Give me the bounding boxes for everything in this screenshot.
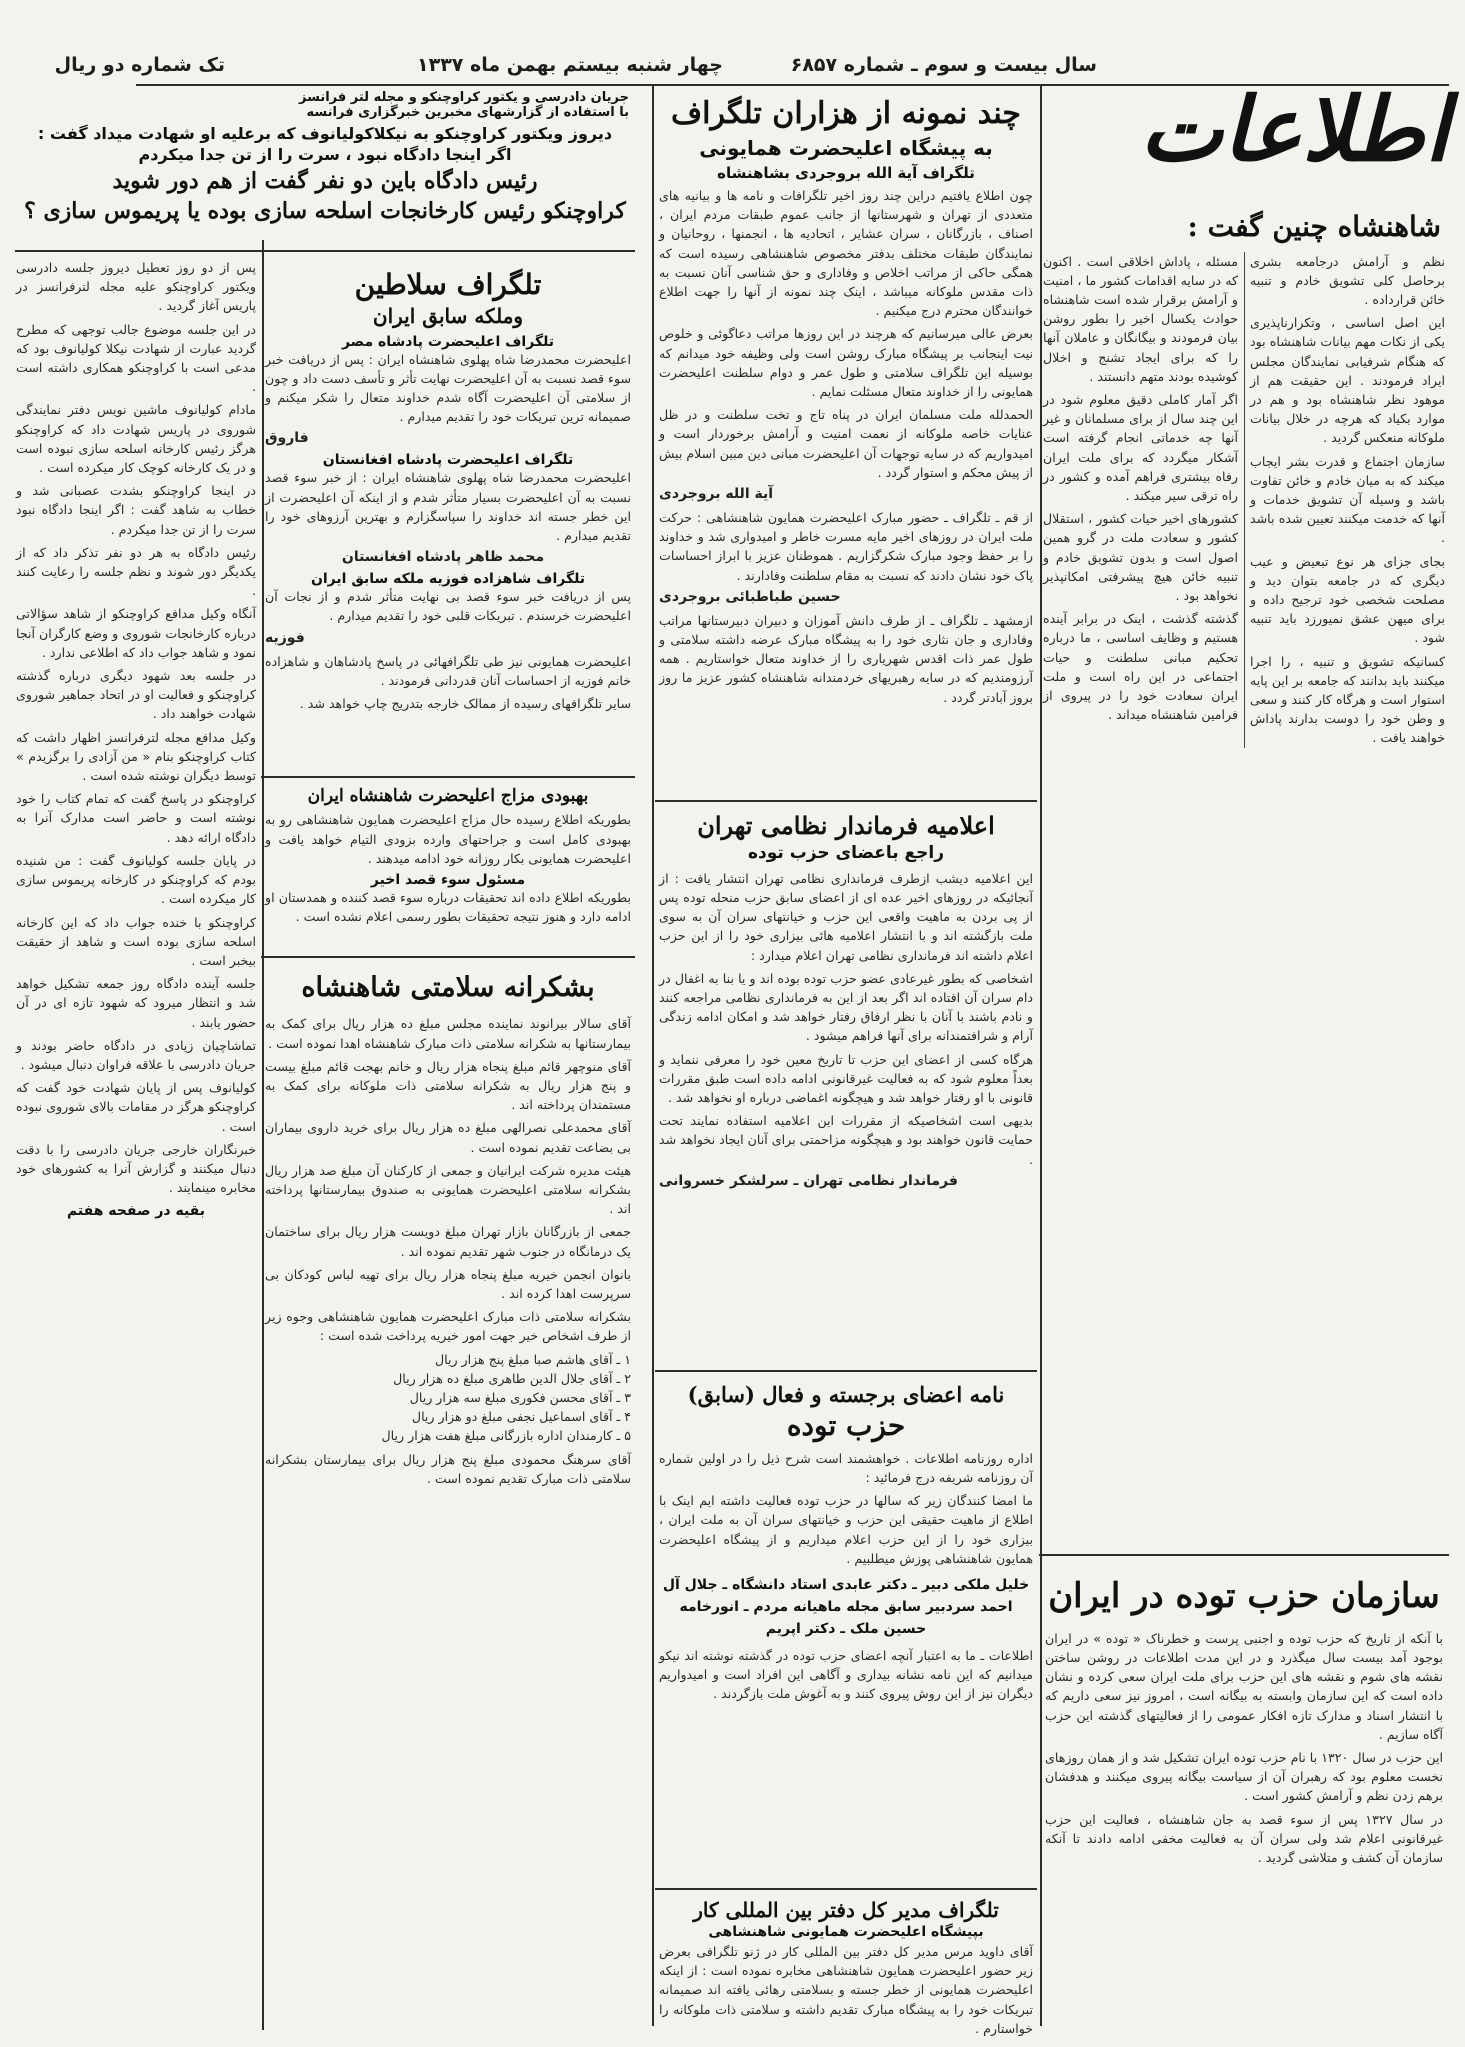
members-letter-article [655,1376,1037,1936]
section-rule [655,800,1037,802]
telegrams-subtitle: به پیشگاه اعلیحضرت همایونی [699,136,993,160]
paragraph: بطوریکه اطلاع داده اند تحقیقات درباره سوء قصد کننده و همدستان او ادامه دارد و هنوز نتیجه تحقیقات بطور رسمی اعلام نشده است . [265,890,631,925]
issue-price: تک شماره دو ریال [54,54,225,76]
list-item: ۴ ـ آقای اسماعیل نجفی مبلغ دو هزار ریال [411,1409,631,1425]
paragraph: جلسه آینده دادگاه روز جمعه تشکیل خواهد شد و انتظار میرود که شهود تازه ای در آن حضور یابند . [16,976,256,1030]
paragraph: آقای سرهنگ محمودی مبلغ پنج هزار ریال برای بیمارستان بشکرانه سلامتی ذات مبارک تقدیم نموده است . [265,1451,631,1486]
newspaper-logo: اطلاعات [1139,77,1449,181]
paragraph: تماشاچیان زیادی در دادگاه حاضر بودند و جریان دادرسی با علاقه فراوان دنبال میشود . [16,1037,256,1072]
paragraph: این اعلامیه دیشب ازطرف فرمانداری نظامی تهران انتشار یافت : از آنجائیکه در روزهای اخیر عده ای از اعضای سابق حزب منحله توده پس از پی بردن به ماهیت واقعی این حزب و خیانتهای سران آن به سوی ملت بازگشته اند و با انتشار اعلامیه هائی بیزاری خود را از این حزب اعلام داشته اند فرمانداری نظامی تهران اعلام میدارد : [659,870,1033,963]
thanks-title: بشکرانه سلامتی شاهنشاه [301,972,595,1003]
paragraph: اداره روزنامه اطلاعات . خواهشمند است شرح ذیل را در اولین شماره آن روزنامه شریفه درج فرمائید : [659,1450,1033,1485]
paragraph: مادام کولیانوف ماشین نویس دفتر نمایندگی شوروی در پاریس شهادت داد که کراوچنکو هرگز رئیس کارخانه اسلحه سازی نبوده است و در یک کارخانه کوچک کار میکرده است . [16,402,256,476]
section-rule [655,1888,1037,1890]
kings-title: تلگراف سلاطین [354,268,542,301]
court-headline-1: دیروز ویکتور کراوچنکو به نیکلاکولیانوف که برعلیه او شهادت میداد گفت : [37,124,613,143]
paragraph: خبرنگاران خارجی جریان دادرسی را با دقت دنبال میکنند و گزارش آنرا به کشورهای خود مخابره مینمایند . [16,1141,256,1196]
paragraph: در این جلسه موضوع جالب توجهی که مطرح گردید عبارت از شهادت نیکلا کولیانوف بود که مدعی است با کراوچنکو همکاری داشته است . [16,321,256,395]
paragraph: این اصل اساسی ، وتکرارناپذیری یکی از نکات مهم بیانات شاهنشاه بود که هنگام شرفیابی نمایندگان مجلس ایراد فرمودند . این حقیقت هم از موهود نظر شاهنشاه بود و هم در موارد بکیاد که هرچه در خلال بیانات ملوکانه منعکس گردید . [1250,315,1445,446]
signature: حسین طباطبائی بروجردی [659,588,841,605]
section-rule [1039,1554,1449,1556]
paragraph: بدیهی است اشخاصیکه از مقررات این اعلامیه استفاده نمایند تحت حمایت قانون خواهند بود و هیچگونه مزاحمتی برای آنان ایجاد نخواهد شد . [659,1113,1033,1167]
paragraph: اگر آمار کاملی دقیق معلوم شود در این چند سال از برای مسلمانان و غیر آنها چه خدماتی انجام گرفته است آشکار میگردد که برای ملت ایران رفاه بیشتری فراهم آمده و کشور در راه ترقی سیر میکند . [1043,392,1238,504]
paragraph: آقای سالار بیرانوند نماینده مجلس مبلغ ده هزار ریال برای کمک به بیمارستانها به شکرانه سلامتی ذات مبارک شاهنشاه اهدا نموده است . [265,1016,631,1051]
paragraph: بشکرانه سلامتی ذات مبارک اعلیحضرت همایون شاهنشاهی وجوه زیر از طرف اشخاص خیر جهت امور خیریه پرداخت شده است : [265,1309,631,1344]
list-item: ۲ ـ آقای جلال الدین طاهری مبلغ ده هزار ریال [393,1370,631,1386]
kings-subtitle: وملکه سابق ایران [372,303,524,328]
court-headline-3: رئیس دادگاه باین دو نفر گفت از هم دور شوید [112,168,538,194]
list-item: ۵ ـ کارمندان اداره بازرگانی مبلغ هفت هزار ریال [381,1428,631,1444]
health-title: بهبودی مزاج اعلیحضرت شاهنشاه ایران [307,786,589,806]
telegrams-article [655,90,1037,792]
signature: فوزیه [265,629,305,646]
paragraph: گذشته گذشت ، اینک در برابر آینده هستیم و وظایف اساسی ، ما درباره تحکیم مبانی سلطنت و حیات اجتماعی در این راه است و ملت ایران سعادت خود را در پیروی از فرامین شاهنشاه میداند . [1043,611,1238,723]
court-headline-2: اگر اینجا دادگاه نبود ، سرت را از تن جدا میکردم [138,145,512,164]
paragraph: آقای داوید مرس مدیر کل دفتر بین المللی کار در ژنو تلگرافی بعرض زیر حضور اعلیحضرت همایون شاهنشاهی مخابره نموده است : از اینکه اعلیحضرت همایونی از خطر جسته و بسلامتی رهائی یافته اند صمیمانه تبریکات خود را به پیشگاه مبارک تقدیم داشته و سلامتی ذات ملوکانه را خواستارم . [659,1944,1033,2036]
telegram-intl-subtitle: بپیشگاه اعلیحضرت همایونی شاهنشاهی [708,1924,984,1940]
court-intro: جریان دادرسی و یکتور کراوچنکو و مجله لتر فرانسز با استفاده از گزارشهای مخبرین خبرگزاری فرانسه [299,90,629,120]
paragraph: اعلیحضرت همایونی نیز طی تلگرافهائی در پاسخ پادشاهان و شاهزاده خانم فوزیه از احساسات آنان قدردانی فرمودند . [265,653,631,688]
martial-law-subtitle: راجع باعضای حزب توده [747,842,945,863]
paragraph: ازمشهد ـ تلگراف ـ از طرف دانش آموزان و دبیران دبیرستانها مراتب وفاداری و جان نثاری خود را به پیشگاه مبارک عرضه داشته سلامتی و طول عمر ذات اقدس شهریاری را از خداوند متعال خواستاریم . همه آرزومندیم که در سایه رهبریهای خردمندانه شاهنشاه کشور عزیز ما روز بروز آبادتر گردد . [659,612,1033,705]
court-headline-4: کراوچنکو رئیس کارخانجات اسلحه سازی بوده یا پریموس سازی ؟ [24,198,626,225]
paragraph: در جلسه بعد شهود دیگری درباره گذشته کراوچنکو و فعالیت او در اتحاد جماهیر شوروی شهادت خواهند داد . [16,668,256,722]
paragraph: رئیس دادگاه به هر دو نفر تذکر داد که از یکدیگر دور شوند و نظم جلسه را رعایت کنند . [16,544,256,599]
martial-law-title: اعلامیه فرماندار نظامی تهران [697,811,995,840]
shah-said-article [1039,200,1449,1542]
paragraph: بعرض عالی میرسانیم که هرچند در این روزها مراتب دعاگوئی و خلوص نیت اینجانب بر پیشگاه مبارک روشن است ولی وظیفه خود میدانم که بوسیله این تلگراف سلامتی و طول عمر و دوام سلطنت اعلیحضرت همایونی را از خداوند متعال مسئلت نمایم . [659,326,1033,400]
paragraph: آنگاه وکیل مدافع کراوچنکو از شاهد سؤالاتی درباره کارخانجات شوروی و وضع کارگران آنجا نمود و شاهد جواب داد که اطلاعی ندارد . [16,606,256,660]
signature: فاروق [265,430,309,447]
paragraph: هیئت مدیره شرکت ایرانیان و جمعی از کارکنان آن مبلغ صد هزار ریال بشکرانه سلامتی اعلیحضرت همایونی به صندوق بیمارستانها پرداخته اند . [265,1162,631,1217]
list-item: ۱ ـ آقای هاشم صبا مبلغ پنج هزار ریال [434,1351,631,1367]
paragraph: کراوچنکو در پاسخ گفت که تمام کتاب را خود نوشته است و حاضر است مدارک آنرا به دادگاه ارائه دهد . [16,791,256,845]
health-article [261,782,635,952]
paragraph: اطلاعات ـ ما به اعتبار آنچه اعضای حزب توده در گذشته نوشته اند نیکو میدانیم که این نامه نشانه بیداری و آگاهی این افراد است و امیدواریم دیگران نیز از این روش پیروی کنند و به آغوش ملت بازگردند . [659,1648,1033,1702]
paragraph: جمعی از بازرگانان بازار تهران مبلغ دویست هزار ریال برای ساختمان یک درمانگاه در جنوب شهر تقدیم نموده اند . [265,1224,631,1259]
paragraph: از قم ـ تلگراف ـ حضور مبارک اعلیحضرت همایون شاهنشاهی : حرکت ملت ایران در روزهای اخیر مایه مسرت خاطر و امیدواری شد و خداوند را بر حفظ وجود مبارک شکرگزاریم . هموطنان عزیز با ابراز احساسات پاک خود نشان دادند که نسبت به مقام سلطنت وفادارند . [659,510,1033,583]
telegram-intl-article [655,1894,1037,2036]
members-letter-title: نامه اعضای برجسته و فعال (سابق) [687,1382,1005,1407]
paragraph: سازمان اجتماع و قدرت بشر ایجاب میکند که به میان خادم و خائن تفاوت باشد و وسیله آن تشویق خدمات و آنها که خدمت میکنند تعیین شده باشد . [1250,453,1445,546]
signature: آیة الله بروجردی [659,486,774,503]
paragraph: هرگاه کسی از اعضای این حزب تا تاریخ معین خود را معرفی ننماید و بعداً معلوم شود که به فعالیت غیرقانونی ادامه داده است طبق مقررات قانونی با او رفتار خواهد شد و هیچگونه اغماضی درباره او نخواهد شد . [659,1051,1033,1106]
list-item: ۳ ـ آقای محسن فکوری مبلغ سه هزار ریال [409,1390,631,1406]
kings-sub2: تلگراف اعلیحضرت پادشاه افغانستان [322,452,574,469]
paragraph: کشورهای اخیر حیات کشور ، استقلال کشور و سعادت ملت در گرو همین اصول است و بدون تشویق خادم و تنبیه خائن هیچ پیشرفتی امکانپذیر نخواهد بود . [1043,511,1238,604]
paragraph: بجای جزای هر نوع تبعیض و عیب دیگری که در جامعه بتوان دید و مصلحت شخصی خود ترجیح داده و برای میهن عشق نمیورزد باید تنبیه شود . [1250,553,1445,646]
paragraph: سایر تلگرافهای رسیده از ممالک خارجه بتدریج چاپ خواهد شد . [299,696,631,712]
section-rule [15,250,635,252]
court-headlines [15,86,635,246]
paragraph: ما امضا کنندگان زیر که سالها در حزب توده فعالیت داشته ایم اینک با اطلاع از ماهیت حقیقی این حزب و خیانتهای سران آن به ملت ایران ، بیزاری خود را از این حزب اعلام میداریم و از پیشگاه اعلیحضرت همایون شاهنشاهی پوزش میطلبیم . [659,1493,1033,1566]
paragraph: اعلیحضرت محمدرضا شاه پهلوی شاهنشاه ایران : پس از دریافت خبر سوء قصد نسبت به آن اعلیحضرت نهایت تأثر و تأسف دست داد و چون از سلامتی آن اعلیحضرت آگاه شدم خداوند متعال را شکر میکنم و صمیمانه ترین تبریکات خود را تقدیم میدارم . [264,351,631,425]
paragraph: آقای منوچهر قائم مبلغ پنجاه هزار ریال و خانم بهجت قائم مبلغ بیست و پنج هزار ریال به شکرانه سلامتی ذات ملوکانه برای کمک به مستمندان پرداخته اند . [265,1058,631,1113]
shah-said-title: شاهنشاه چنین گفت : [1187,210,1441,243]
issue-date: چهار شنبه بیستم بهمن ماه ۱۳۳۷ [417,54,723,76]
paragraph: کسانیکه تشویق و تنبیه ، را اجرا میکنند باید بدانند که جامعه بر این پایه استوار است و هرگاه کار کنند و سعی و وطن خود را دوست بدارند پاداش خواهند یافت . [1250,653,1445,746]
paragraph: کولیانوف پس از پایان شهادت خود گفت که کراوچنکو هرگز در مقامات بالای شوروی نبوده است . [16,1080,256,1134]
paragraph: بطوریکه اطلاع رسیده حال مزاج اعلیحضرت همایون شاهنشاهی رو به بهبودی کامل است و جراحتهای وارده بزودی التیام خواهد یافت و اعلیحضرت همایونی بکار روزانه خود ادامه میدهند . [265,812,631,866]
telegrams-sub2: تلگراف آیة الله بروجردی بشاهنشاه [717,164,975,182]
health-sub: مسئول سوء قصد اخیر [370,872,526,888]
paragraph: چون اطلاع یافتیم دراین چند روز اخیر تلگرافات و نامه ها و بیانیه های متعددی از تهران و شهرستانها از جانب عموم طبقات مردم ایران ، اصناف ، بازرگانان ، سران عشایر ، اتحادیه ها ، انجمنها ، روحانیان و نمایندگان طبقات مختلف بدفتر مخصوص شاهنشاهی رسیده است که همگی حاکی از مراتب اخلاص و وفاداری و حق شناسی آنان نسبت به ذات مقدس ملوکانه میباشد ، اینک چند نمونه از آنها را جهت اطلاع خوانندگان محترم درج میکنیم . [659,188,1033,319]
tudeh-organization-article [1039,1562,1449,2024]
section-rule [261,956,635,958]
paragraph: پس از دو روز تعطیل دیروز جلسه دادرسی ویکتور کراوچنکو علیه مجله لترفرانسز در پاریس آغاز گردید . [16,260,256,314]
paragraph: آقای محمدعلی نصرالهی مبلغ ده هزار ریال برای خرید داروی بیماران بی بضاعت تقدیم نموده است . [265,1120,631,1155]
column-rule [652,86,654,2026]
signature: محمد ظاهر پادشاه افغانستان [341,549,545,566]
paragraph: الحمدلله ملت مسلمان ایران در پناه تاج و تخت سلطنت و در ظل عنایات خاصه ملوکانه از نعمت امنیت و آرامش برخوردار است و امیدواریم که در سایه توجهات آن اعلیحضرت مبانی دین مبین اسلام بیش از پیش محکم و استوار گردد . [659,407,1033,480]
paragraph: در اینجا کراوچنکو بشدت عصبانی شد و خطاب به شاهد گفت : اگر اینجا دادگاه نبود سرت را از تن جدا میکردم . [16,483,256,537]
kings-sub3: تلگراف شاهزاده فوزیه ملکه سابق ایران [310,571,586,588]
telegrams-title: چند نمونه از هزاران تلگراف [671,96,1021,131]
members-letter-title2: حزب توده [786,1409,906,1443]
section-rule [655,1370,1037,1372]
signers: خلیل ملکی دبیر ـ دکتر عابدی استاد دانشگاه ـ جلال آل احمد سردبیر سابق مجله ماهیانه مردم ـ انورخامه حسین ملک ـ دکتر اپریم [662,1577,1030,1637]
paragraph: در سال ۱۳۲۷ پس از سوء قصد به جان شاهنشاه ، فعالیت این حزب غیرقانونی اعلام شد ولی سران آن به فعالیت مخفی ادامه دادند تا آنکه سازمان آن کشف و متلاشی گردید . [1045,1811,1443,1866]
martial-law-article [655,806,1037,1366]
paragraph: بانوان انجمن خیریه مبلغ پنجاه هزار ریال برای تهیه لباس کودکان بی سرپرست اهدا کرده اند . [265,1266,631,1302]
paragraph: نظم و آرامش درجامعه بشری برحاصل کلی تشویق خادم و تنبیه خائن قرارداده . [1250,253,1445,307]
paragraph: این حزب در سال ۱۳۲۰ با نام حزب توده ایران تشکیل شد و از همان روزهای نخست معلوم بود که رهبران آن از سیاست بیگانه پیروی میکنند و هدفشان برهم زدن نظم و آرامش کشور است . [1045,1750,1443,1804]
kings-telegrams-article [261,258,635,758]
kings-sub1: تلگراف اعلیحضرت پادشاه مصر [341,333,555,350]
court-article-body [14,258,258,2024]
paragraph: مسئله ، پاداش اخلاقی است . اکنون که در سایه اقدامات کشور ما ، امنیت و آرامش برقرار شده است شاهنشاه حوادث یکسال اخیر را بطور روشن بیان فرمودند و بیگانگان و عاملان آنها را که برای ایجاد تشنج و اخلال کوشیده بودند متهم دانستند . [1043,253,1238,384]
continued-note: بقیه در صفحه هفتم [66,1203,206,1220]
signature: فرماندار نظامی تهران ـ سرلشکر خسروانی [659,1172,958,1189]
paragraph: در پایان جلسه کولیانوف گفت : من شنیده بودم که کراوچنکو در کارخانه پریموس سازی کار میکرده است . [16,852,256,907]
paragraph: وکیل مدافع مجله لترفرانسز اظهار داشت که کتاب کراوچنکو بنام « من آزادی را برگزیدم » توسط دیگران نوشته شده است . [16,729,256,784]
paragraph: با آنکه از تاریخ که حزب توده و اجنبی پرست و خطرناک « توده » در ایران بوجود آمد بیست سال میگذرد و در این مدت اطلاعات در روشن ساختن نقشه های شوم و نقشه های این حزب برای ملت ایران سعی کرده و نشان داده است که این سازمان وابسته به بیگانه است ، امروز نیز سعی داریم که با انتشار اسناد و مدارک تازه افکار عمومی را از فعالیتهای گذشته این حزب آگاه سازیم . [1045,1630,1443,1742]
paragraph: کراوچنکو با خنده جواب داد که این کارخانه اسلحه سازی بوده است و شاهد از حقیقت بیخبر است . [16,914,256,968]
paragraph: اعلیحضرت محمدرضا شاه پهلوی شاهنشاه ایران : از خبر سوء قصد نسبت به آن اعلیحضرت بسیار متأثر شدم و از اینکه آن اعلیحضرت از این خطر جسته اند خداوند را سپاسگزارم و بهترین آرزوهای خود را تقدیم میدارم . [265,470,631,544]
telegram-intl-title: تلگراف مدیر کل دفتر بین المللی کار [693,1898,999,1922]
tudeh-organization-title: سازمان حزب توده در ایران [1048,1576,1440,1616]
thanks-article [261,962,635,2024]
section-rule [261,776,635,778]
paragraph: پس از دریافت خبر سوء قصد بی نهایت متأثر شدم و از نجات آن اعلیحضرت خرسندم . تبریکات قلبی خود را تقدیم میدارم . [265,589,631,624]
issue-number: سال بیست و سوم ـ شماره ۶۸۵۷ [790,54,1097,76]
paragraph: اشخاصی که بطور غیرعادی عضو حزب توده بوده اند و یا بنا به اغفال در دام سران آن افتاده اند اگر بعد از این به فرمانداری نظامی مراجعه کنند و نادم باشند با آنان با نظر ارفاق رفتار خواهد شد و امکان ادامه زندگی آرام و شرافتمندانه برای آنها فراهم میشود . [659,970,1033,1044]
